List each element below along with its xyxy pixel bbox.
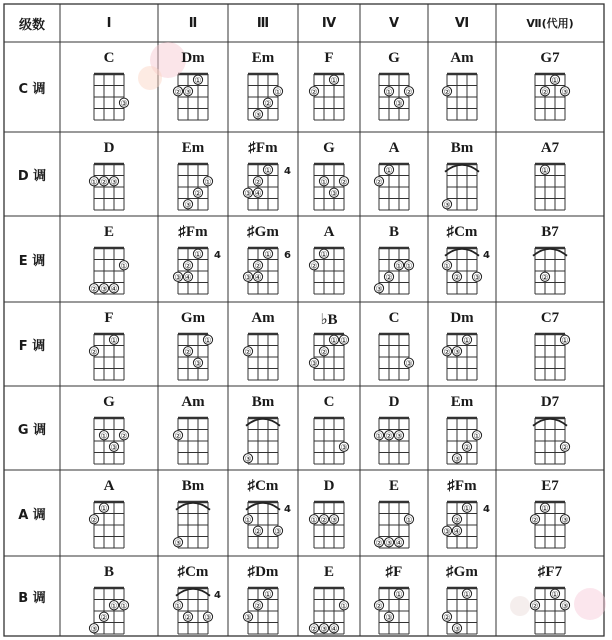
finger-number: ② [385, 272, 393, 282]
fret-position-tag: 4 [483, 249, 490, 261]
chord-diagram [533, 248, 567, 294]
chord-diagram [243, 164, 291, 210]
finger-number: ③ [100, 284, 108, 294]
chord-name: ♯Cm [177, 564, 209, 580]
finger-number: ② [340, 177, 348, 187]
chord-diagram [442, 334, 477, 380]
finger-number: ① [320, 177, 328, 187]
finger-number: ③ [174, 538, 182, 548]
chord-name: ♯F [385, 564, 403, 580]
finger-number: ③ [310, 358, 318, 368]
chord-diagram [178, 164, 213, 210]
finger-number: ③ [110, 177, 118, 187]
row-key-label: B 调 [18, 590, 46, 606]
finger-number: ① [340, 335, 348, 345]
chord-diagram [535, 334, 570, 380]
chord-diagram [374, 588, 409, 634]
finger-number: ① [463, 589, 471, 599]
chord-diagram [89, 248, 128, 294]
chord-diagram [374, 248, 413, 294]
finger-number: ① [385, 87, 393, 97]
finger-number: ③ [110, 442, 118, 452]
chord-diagram [173, 588, 221, 634]
finger-number: ③ [320, 624, 328, 634]
finger-number: ① [264, 249, 272, 259]
finger-number: ① [120, 261, 128, 271]
chord-name: C [323, 394, 335, 410]
chord-diagram [442, 248, 490, 294]
chord-name: A7 [540, 140, 560, 156]
finger-number: ② [443, 87, 451, 97]
chord-name: E7 [541, 478, 559, 494]
finger-number: ② [194, 188, 202, 198]
fret-position-tag: 4 [214, 249, 221, 261]
finger-number: ① [120, 601, 128, 611]
chord-diagram [178, 334, 213, 380]
decorative-smudge [510, 596, 530, 616]
finger-number: ② [375, 601, 383, 611]
finger-number: ② [174, 87, 182, 97]
fret-position-tag: 4 [483, 503, 490, 515]
finger-number: ② [541, 87, 549, 97]
finger-number: ① [395, 261, 403, 271]
chord-name: A [103, 478, 115, 494]
chord-diagram [173, 418, 208, 464]
chord-name: B [103, 564, 114, 580]
finger-number: ② [264, 98, 272, 108]
finger-number: ① [310, 515, 318, 525]
chord-name: D [323, 478, 335, 494]
finger-number: ③ [90, 624, 98, 634]
finger-number: ① [110, 601, 118, 611]
chord-name: F [324, 50, 334, 66]
chord-diagram [309, 248, 344, 294]
chord-name: ♯Fm [248, 140, 278, 156]
finger-number: ① [194, 249, 202, 259]
finger-number: ① [320, 249, 328, 259]
finger-number: ② [100, 612, 108, 622]
finger-number: ① [463, 335, 471, 345]
finger-number: ② [531, 601, 539, 611]
finger-number: ② [120, 431, 128, 441]
finger-number: ① [100, 503, 108, 513]
chord-diagram [447, 418, 482, 464]
chord-diagram [314, 418, 349, 464]
finger-number: ② [320, 347, 328, 357]
chord-name: G7 [540, 50, 560, 66]
row-key-label: E 调 [18, 253, 46, 269]
finger-number: ③ [453, 347, 461, 357]
row-key-label: C 调 [18, 81, 46, 97]
finger-number: ② [310, 624, 318, 634]
finger-number: ③ [385, 612, 393, 622]
finger-number: ② [244, 347, 252, 357]
finger-number: ③ [184, 87, 192, 97]
chord-name: D [103, 140, 115, 156]
chord-name: D7 [540, 394, 560, 410]
finger-number: ④ [453, 526, 461, 536]
chord-name: ♯Dm [247, 564, 279, 580]
chord-name: Bm [181, 478, 205, 494]
finger-number: ④ [184, 272, 192, 282]
barre-arc [176, 503, 210, 510]
chord-name: Gm [180, 310, 206, 326]
chord-diagram [243, 418, 280, 464]
chord-diagram [94, 74, 129, 120]
finger-number: ② [254, 601, 262, 611]
finger-number: ② [443, 612, 451, 622]
finger-number: ③ [330, 515, 338, 525]
chord-name: Bm [251, 394, 275, 410]
decorative-smudge [138, 66, 162, 90]
chord-diagram [89, 164, 124, 210]
fret-position-tag: 4 [284, 165, 291, 177]
chord-name: C [388, 310, 400, 326]
column-header: Ⅶ(代用) [526, 17, 574, 30]
finger-number: ① [90, 177, 98, 187]
chord-name: ♯Fm [178, 224, 208, 240]
finger-number: ① [340, 601, 348, 611]
finger-number: ② [184, 347, 192, 357]
finger-number: ③ [254, 110, 262, 120]
chord-diagram [173, 502, 210, 548]
finger-number: ② [184, 261, 192, 271]
finger-number: ③ [330, 188, 338, 198]
chord-name: D [388, 394, 400, 410]
finger-number: ① [443, 261, 451, 271]
finger-number: ④ [254, 272, 262, 282]
finger-number: ① [405, 261, 413, 271]
chord-name: E [103, 224, 114, 240]
finger-number: ① [395, 589, 403, 599]
barre-arc [533, 249, 567, 256]
row-key-label: F 调 [18, 338, 46, 354]
chord-name: Em [181, 140, 205, 156]
row-key-label: A 调 [18, 507, 46, 523]
finger-number: ① [264, 589, 272, 599]
chord-name: Bm [450, 140, 474, 156]
finger-number: ② [310, 87, 318, 97]
finger-number: ② [443, 347, 451, 357]
finger-number: ② [90, 347, 98, 357]
chord-name: ♯Fm [447, 478, 477, 494]
finger-number: ④ [330, 624, 338, 634]
finger-number: ② [174, 431, 182, 441]
column-header: Ⅴ [388, 15, 400, 31]
finger-number: ③ [204, 612, 212, 622]
finger-number: ② [453, 272, 461, 282]
finger-number: ③ [174, 272, 182, 282]
finger-number: ③ [244, 188, 252, 198]
finger-number: ① [541, 503, 549, 513]
chord-diagram [442, 588, 477, 634]
finger-number: ① [264, 165, 272, 175]
chord-diagram [442, 74, 477, 120]
barre-arc [176, 589, 210, 596]
chord-name: Am [450, 50, 474, 66]
chord-diagram [309, 74, 344, 120]
column-header: Ⅰ [106, 15, 112, 31]
finger-number: ① [330, 335, 338, 345]
finger-number: ③ [184, 200, 192, 210]
finger-number: ① [244, 515, 252, 525]
chord-diagram [374, 502, 413, 548]
finger-number: ③ [120, 98, 128, 108]
finger-number: ② [561, 442, 569, 452]
chord-diagram [309, 588, 348, 634]
barre-arc [445, 165, 479, 172]
chord-name: ♯Cm [247, 478, 279, 494]
finger-number: ③ [561, 515, 569, 525]
finger-number: ① [551, 75, 559, 85]
finger-number: ③ [443, 526, 451, 536]
chord-diagram [379, 334, 414, 380]
barre-arc [246, 503, 280, 510]
chord-name: ♯Gm [446, 564, 478, 580]
chord-name: Em [450, 394, 474, 410]
finger-number: ② [453, 515, 461, 525]
chord-name: Em [251, 50, 275, 66]
fret-position-tag: 6 [284, 249, 291, 261]
chord-diagram [442, 164, 479, 210]
finger-number: ① [385, 165, 393, 175]
finger-number: ② [541, 272, 549, 282]
chord-name: A [388, 140, 400, 156]
chord-diagram [314, 164, 349, 210]
finger-number: ① [330, 75, 338, 85]
finger-number: ① [174, 601, 182, 611]
finger-number: ① [110, 335, 118, 345]
finger-number: ① [405, 515, 413, 525]
chord-name: ♯F7 [537, 564, 563, 580]
chord-diagram [248, 74, 283, 120]
finger-number: ② [405, 87, 413, 97]
chord-name: C [103, 50, 115, 66]
chord-name: Dm [181, 50, 205, 66]
chord-diagram [374, 164, 409, 210]
chord-name: G [103, 394, 115, 410]
fret-position-tag: 4 [214, 589, 221, 601]
chord-name: ♯Gm [247, 224, 279, 240]
chord-diagram [530, 502, 569, 548]
corner-header: 级数 [18, 17, 45, 33]
chord-name: Am [251, 310, 275, 326]
chord-diagram [309, 334, 348, 380]
barre-arc [246, 419, 280, 426]
finger-number: ③ [561, 601, 569, 611]
finger-number: ② [375, 177, 383, 187]
chord-name: G [323, 140, 335, 156]
finger-number: ③ [443, 200, 451, 210]
finger-number: ② [184, 612, 192, 622]
finger-number: ① [561, 335, 569, 345]
column-header: Ⅳ [321, 15, 337, 31]
finger-number: ③ [244, 272, 252, 282]
chord-name: B [388, 224, 399, 240]
chord-diagram [535, 164, 565, 210]
finger-number: ② [100, 177, 108, 187]
chord-name: A [323, 224, 335, 240]
chord-diagram [173, 248, 221, 294]
chord-name: ♭B [320, 312, 338, 328]
finger-number: ④ [254, 188, 262, 198]
fret-position-tag: 4 [284, 503, 291, 515]
chord-name: Dm [450, 310, 474, 326]
finger-number: ③ [405, 358, 413, 368]
finger-number: ③ [395, 431, 403, 441]
finger-number: ③ [244, 454, 252, 464]
chord-diagram [379, 74, 414, 120]
row-key-label: G 调 [17, 422, 47, 438]
chord-name: F [104, 310, 114, 326]
finger-number: ③ [395, 98, 403, 108]
chord-diagram [243, 334, 278, 380]
chord-diagram [243, 588, 278, 634]
finger-number: ③ [375, 284, 383, 294]
finger-number: ③ [194, 358, 202, 368]
finger-number: ② [90, 284, 98, 294]
barre-arc [533, 419, 567, 426]
finger-number: ② [320, 515, 328, 525]
chord-diagram [243, 248, 291, 294]
barre-arc [445, 249, 479, 256]
chord-diagram [535, 74, 570, 120]
chord-diagram [89, 588, 128, 634]
chord-diagram [94, 418, 129, 464]
finger-number: ② [375, 538, 383, 548]
finger-number: ③ [473, 272, 481, 282]
finger-number: ② [90, 515, 98, 525]
chord-diagram [374, 418, 409, 464]
finger-number: ② [463, 442, 471, 452]
finger-number: ② [254, 177, 262, 187]
finger-number: ① [375, 431, 383, 441]
chord-diagram [442, 502, 490, 548]
chord-diagram [309, 502, 344, 548]
finger-number: ① [551, 589, 559, 599]
column-header: Ⅵ [454, 15, 470, 31]
finger-number: ③ [453, 624, 461, 634]
finger-number: ② [254, 526, 262, 536]
chord-diagram [173, 74, 208, 120]
finger-number: ③ [274, 526, 282, 536]
finger-number: ③ [340, 442, 348, 452]
chord-name: Am [181, 394, 205, 410]
finger-number: ④ [395, 538, 403, 548]
finger-number: ③ [385, 538, 393, 548]
finger-number: ① [274, 87, 282, 97]
chord-diagram [533, 418, 570, 464]
chord-diagram [89, 502, 124, 548]
finger-number: ① [473, 431, 481, 441]
chord-diagram [89, 334, 124, 380]
chord-name: G [388, 50, 400, 66]
decorative-smudge [574, 588, 606, 620]
finger-number: ② [254, 261, 262, 271]
finger-number: ② [310, 261, 318, 271]
finger-number: ① [541, 165, 549, 175]
finger-number: ④ [110, 284, 118, 294]
chord-diagram [530, 588, 569, 634]
chord-name: E [323, 564, 334, 580]
chord-name: ♯Cm [446, 224, 478, 240]
finger-number: ① [194, 75, 202, 85]
column-header: Ⅲ [256, 15, 270, 31]
finger-number: ① [204, 335, 212, 345]
finger-number: ③ [244, 612, 252, 622]
column-header: Ⅱ [188, 15, 198, 31]
finger-number: ① [463, 503, 471, 513]
finger-number: ① [204, 177, 212, 187]
finger-number: ③ [453, 454, 461, 464]
chord-diagram [243, 502, 291, 548]
row-key-label: D 调 [17, 168, 47, 184]
finger-number: ① [100, 431, 108, 441]
finger-number: ② [385, 431, 393, 441]
finger-number: ② [531, 515, 539, 525]
chord-name: E [388, 478, 399, 494]
chord-name: B7 [541, 224, 559, 240]
finger-number: ③ [561, 87, 569, 97]
chord-name: C7 [540, 310, 560, 326]
